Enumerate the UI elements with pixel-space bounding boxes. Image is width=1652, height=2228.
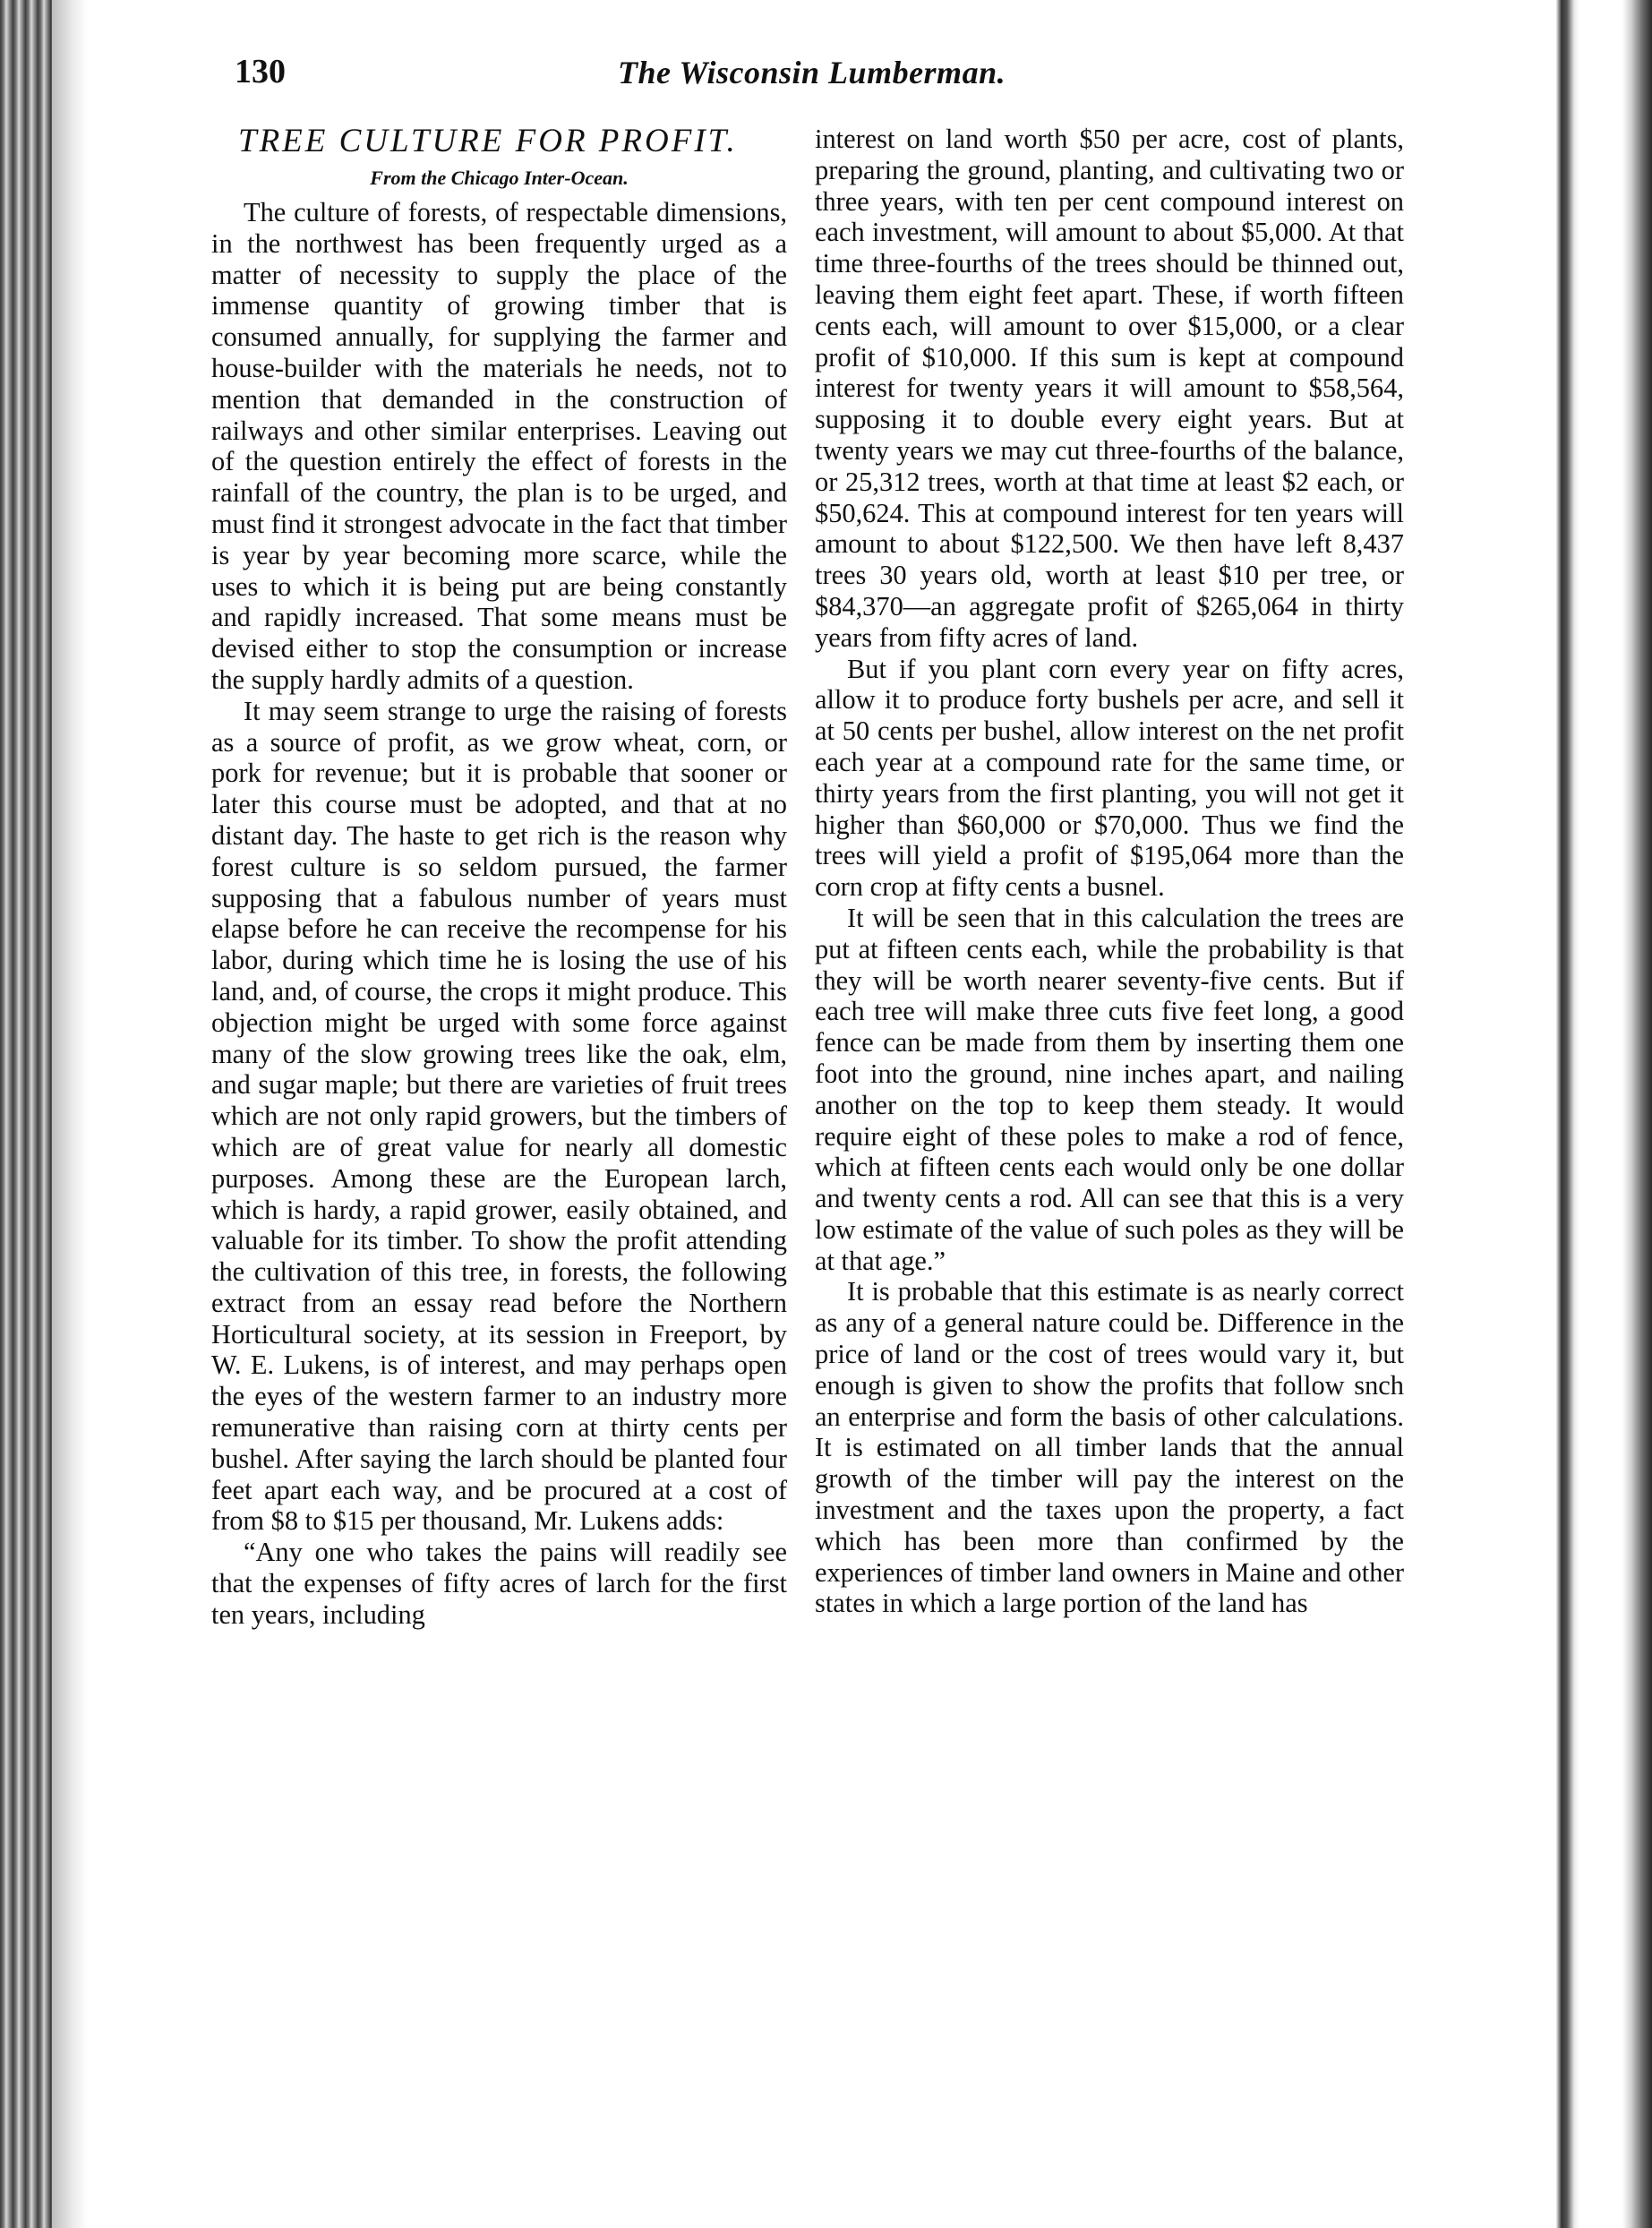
page-number: 130 — [235, 53, 286, 90]
paragraph-continuation: interest on land worth $50 per acre, cost of plants, preparing the ground, planting, and cultivating two or three years, with ten per cent compound interest on each investment, will amount to about $5,000. At that time three-fourths of the trees should be thinned out, leaving them eight feet apart. These, if worth fifteen cents each, will amount to over $15,000, or a clear profit of $10,000. If this sum is kept at compound interest for twenty years it will amount to $58,564, supposing it to double every eight years. But at twenty years we may cut three-fourths of the balance, or 25,312 trees, worth at that time at least $2 each, or $50,624. This at compound interest for ten years will amount to about $122,500. We then have left 8,437 trees 30 years old, worth at least $10 per tree, or $84,370—an aggregate profit of $265,064 in thirty years from fifty acres of land. — [815, 124, 1404, 653]
paragraph: But if you plant corn every year on fifty acres, allow it to produce forty bushels per acre, and sell it at 50 cents per bushel, allow interest on the net profit each year at a compound rate for the same time, or thirty years from the first planting, you will not get it higher than $60,000 or $70,000. Thus we find the trees will yield a profit of $195,064 more than the corn crop at fifty cents a busnel. — [815, 653, 1404, 903]
right-column — [815, 124, 1404, 1619]
page-edge-shadow — [1622, 0, 1652, 2228]
paragraph: The culture of forests, of respectable dimensions, in the northwest has been frequently urged as a matter of necessity to supply the place of the immense quantity of growing timber that is consumed annually, for supplying the farmer and house-builder with the materials he needs, not to mention that demanded in the construction of railways and other similar enterprises. Leaving out of the question entirely the effect of forests in the rainfall of the country, the plan is to be urged, and must find it strongest advocate in the fact that timber is year by year becoming more scarce, while the uses to which it is being put are being constantly and rapidly increased. That some means must be devised either to stop the consumption or increase the supply hardly admits of a question. — [211, 197, 787, 695]
page-header — [235, 50, 1399, 104]
left-column — [211, 124, 787, 1631]
paragraph: It may seem strange to urge the raising of forests as a source of profit, as we grow wheat, corn, or pork for revenue; but it is probable that sooner or later this course must be adopted, and that at no distant day. The haste to get rich is the reason why forest culture is so seldom pursued, the farmer supposing that a fabulous number of years must elapse before he can receive the recompense for his labor, during which time he is losing the use of his land, and, of course, the crops it might produce. This objection might be urged with some force against many of the slow growing trees like the oak, elm, and sugar maple; but there are varieties of fruit trees which are not only rapid growers, but the timbers of which are of great value for nearly all domestic purposes. Among these are the European larch, which is hardy, a rapid grower, easily obtained, and valuable for its timber. To show the profit attending the cultivation of this tree, in forests, the following extract from an essay read before the Northern Horticultural society, at its session in Freeport, by W. E. Lukens, is of interest, and may perhaps open the eyes of the western farmer to an industry more remunerative than raising corn at thirty cents per bushel. After saying the larch should be planted four feet apart each way, and be procured at a cost of from $8 to $15 per thousand, Mr. Lukens adds: — [211, 695, 787, 1537]
page-edge-line — [1556, 0, 1579, 2228]
article-source: From the Chicago Inter-Ocean. — [370, 167, 629, 189]
book-binding-edge — [0, 0, 52, 2228]
paragraph: “Any one who takes the pains will readily see that the expenses of fifty acres of larch for the first ten years, including — [211, 1537, 787, 1630]
running-head: The Wisconsin Lumberman. — [618, 55, 1006, 90]
gutter-shadow — [52, 0, 88, 2228]
article-title: TREE CULTURE FOR PROFIT. — [238, 123, 738, 159]
paragraph: It will be seen that in this calculation the trees are put at fifteen cents each, while the probability is that they will be worth nearer seventy-five cents. But if each tree will make three cuts five feet long, a good fence can be made from them by inserting them one foot into the ground, nine inches apart, and nailing another on the top to keep them steady. It would require eight of these poles to make a rod of fence, which at fifteen cents each would only be one dollar and twenty cents a rod. All can see that this is a very low estimate of the value of such poles as they will be at that age.” — [815, 902, 1404, 1276]
paragraph: It is probable that this estimate is as nearly correct as any of a general nature could be. Difference in the price of land or the cost of trees would vary it, but enough is given to show the profits that follow snch an enterprise and form the basis of other calculations. It is estimated on all timber lands that the annual growth of the timber will pay the interest on the investment and the taxes upon the property, a fact which has been more than confirmed by the experiences of timber land owners in Maine and other states in which a large portion of the land has — [815, 1276, 1404, 1619]
